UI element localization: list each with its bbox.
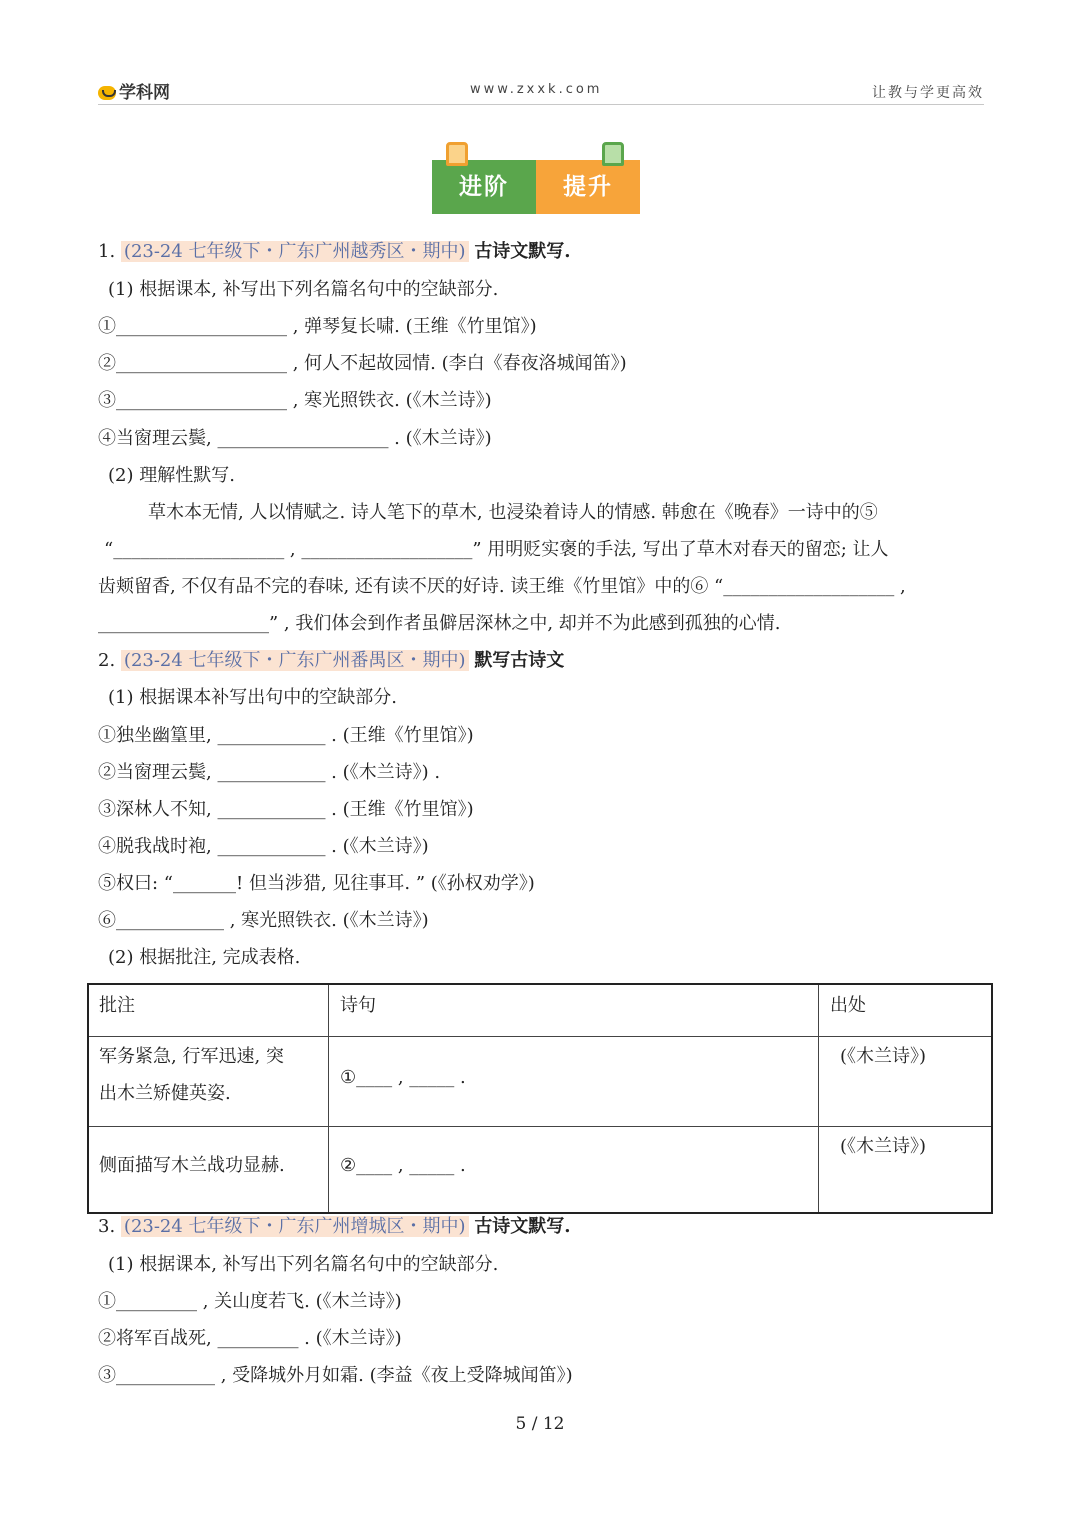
- fill-blank-line: ③___________ , 受降城外月如霜. (李益《夜上受降城闻笛》): [98, 1365, 573, 1386]
- table-cell: (《木兰诗》): [840, 1046, 927, 1067]
- sub-question: (2) 根据批注, 完成表格.: [108, 947, 301, 968]
- page-number: 5 / 12: [515, 1414, 565, 1434]
- table-cell: 侧面描写木兰战功显赫.: [99, 1155, 285, 1176]
- paragraph-line: 草木本无情, 人以情赋之. 诗人笔下的草木, 也浸染着诗人的情感. 韩愈在《晚春》一诗中的⑤: [148, 502, 878, 523]
- table-cell: (《木兰诗》): [840, 1136, 927, 1157]
- question-title: 默写古诗文: [474, 650, 565, 671]
- site-url[interactable]: www.zxxk.com: [470, 82, 603, 97]
- source-tag: (23-24 七年级下・广东广州番禺区・期中): [121, 650, 469, 671]
- fill-blank-line: ②当窗理云鬓, ____________ . (《木兰诗》) .: [98, 762, 441, 783]
- logo-icon: [98, 86, 116, 100]
- sub-question: (1) 根据课本补写出句中的空缺部分.: [108, 687, 397, 708]
- table-cell-blank: ①____ , _____ .: [340, 1067, 466, 1088]
- table-cell: 出木兰矫健英姿.: [99, 1083, 231, 1104]
- source-tag: (23-24 七年级下・广东广州增城区・期中): [121, 1216, 469, 1237]
- table-header-cell: 出处: [830, 995, 866, 1016]
- fill-blank-line: ④脱我战时袍, ____________ . (《木兰诗》): [98, 836, 429, 857]
- banner-left: 进阶: [432, 160, 536, 214]
- banner-right: 提升: [536, 160, 640, 214]
- question-3-heading: 3. (23-24 七年级下・广东广州增城区・期中) 古诗文默写.: [98, 1216, 571, 1237]
- site-logo[interactable]: 学科网: [98, 78, 170, 103]
- paragraph-line: 齿颊留香, 不仅有品不完的春味, 还有读不厌的好诗. 读王维《竹里馆》中的⑥ “___________________ ,: [98, 576, 906, 597]
- sub-question: (1) 根据课本, 补写出下列名篇名句中的空缺部分.: [108, 279, 499, 300]
- question-title: 古诗文默写.: [474, 1216, 571, 1237]
- question-1-heading: 1. (23-24 七年级下・广东广州越秀区・期中) 古诗文默写.: [98, 241, 571, 262]
- fill-blank-line: ①独坐幽篁里, ____________ . (王维《竹里馆》): [98, 725, 474, 746]
- paragraph-line: “___________________ , ___________________” 用明贬实褒的手法, 写出了草木对春天的留恋; 让人: [104, 539, 889, 560]
- annotation-table: [87, 983, 993, 1214]
- table-header-cell: 诗句: [340, 995, 376, 1016]
- fill-blank-line: ③___________________ , 寒光照铁衣. (《木兰诗》): [98, 390, 492, 411]
- fill-blank-line: ①_________ , 关山度若飞. (《木兰诗》): [98, 1291, 402, 1312]
- table-cell-blank: ②____ , _____ .: [340, 1155, 466, 1176]
- question-title: 古诗文默写.: [474, 241, 571, 262]
- fill-blank-line: ②将军百战死, _________ . (《木兰诗》): [98, 1328, 402, 1349]
- question-2-heading: 2. (23-24 七年级下・广东广州番禺区・期中) 默写古诗文: [98, 650, 565, 671]
- table-cell: 军务紧急, 行军迅速, 突: [99, 1046, 284, 1067]
- fill-blank-line: ②___________________ , 何人不起故园情. (李白《春夜洛城闻笛》): [98, 353, 627, 374]
- fill-blank-line: ④当窗理云鬓, ___________________ . (《木兰诗》): [98, 428, 492, 449]
- sub-question: (1) 根据课本, 补写出下列名篇名句中的空缺部分.: [108, 1254, 499, 1275]
- source-tag: (23-24 七年级下・广东广州越秀区・期中): [121, 241, 469, 262]
- page-header: [98, 76, 984, 105]
- fill-blank-line: ⑥____________ , 寒光照铁衣. (《木兰诗》): [98, 910, 429, 931]
- fill-blank-line: ①___________________ , 弹琴复长啸. (王维《竹里馆》): [98, 316, 537, 337]
- fill-blank-line: ③深林人不知, ____________ . (王维《竹里馆》): [98, 799, 474, 820]
- paper-clip-icon: [602, 142, 624, 166]
- sub-question: (2) 理解性默写.: [108, 465, 235, 486]
- fill-blank-line: ⑤权曰: “_______! 但当涉猎, 见往事耳. ” (《孙权劝学》): [98, 873, 535, 894]
- section-banner: [432, 138, 640, 218]
- paragraph-line: ___________________” , 我们体会到作者虽僻居深林之中, 却并不为此感到孤独的心情.: [98, 613, 781, 634]
- header-slogan: 让教与学更高效: [872, 85, 984, 101]
- paper-clip-icon: [446, 142, 468, 166]
- table-header-cell: 批注: [99, 995, 135, 1016]
